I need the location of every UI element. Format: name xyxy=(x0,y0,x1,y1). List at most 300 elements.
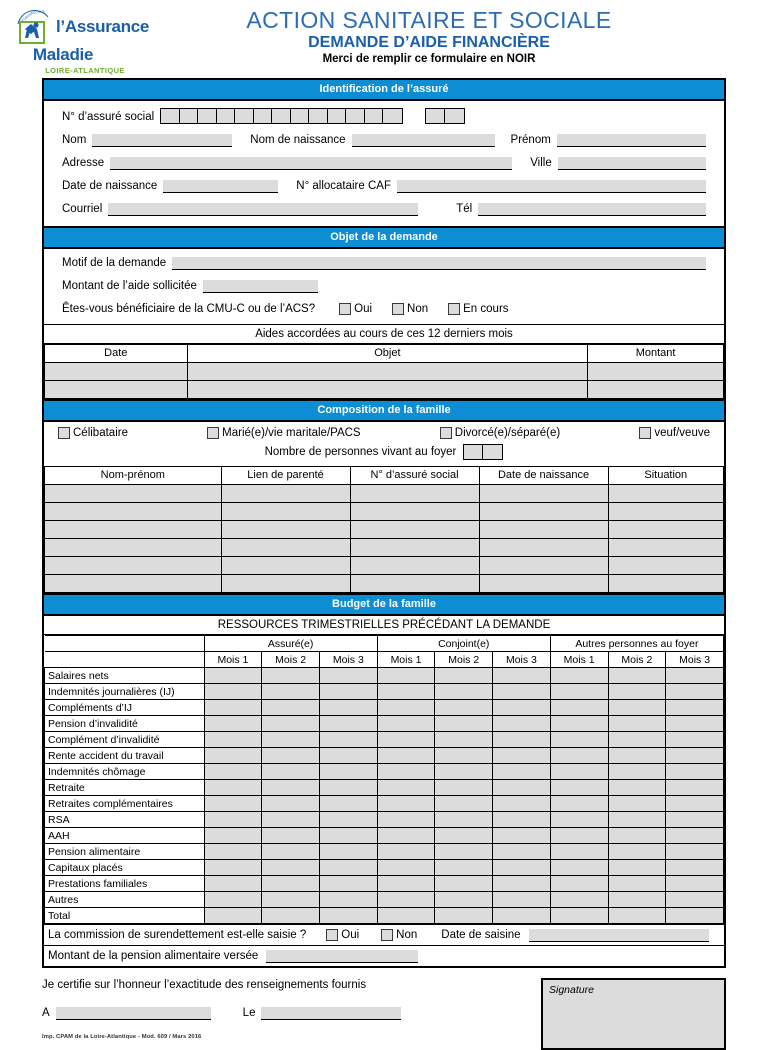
tel-label: Tél xyxy=(456,203,473,215)
famille-cell-nom[interactable] xyxy=(45,521,222,539)
budget-cell[interactable] xyxy=(319,748,377,764)
famille-cell-nom[interactable] xyxy=(45,539,222,557)
budget-cell[interactable] xyxy=(550,908,608,924)
budget-cell[interactable] xyxy=(550,748,608,764)
montant-input[interactable] xyxy=(203,280,318,293)
section-bar-objet: Objet de la demande xyxy=(44,228,724,249)
tel-input[interactable] xyxy=(478,203,706,216)
budget-cell[interactable] xyxy=(262,668,320,684)
form-container xyxy=(42,78,726,968)
aides-col-montant: Montant xyxy=(588,345,724,363)
budget-cell[interactable] xyxy=(319,684,377,700)
budget-cell[interactable] xyxy=(319,764,377,780)
section-bar-identification: Identification de l’assuré xyxy=(44,80,724,101)
allocataire-caf-input[interactable] xyxy=(397,180,706,193)
logo-emblem-icon xyxy=(14,8,54,46)
budget-cell[interactable] xyxy=(377,780,435,796)
budget-cell[interactable] xyxy=(666,780,724,796)
budget-row-label: Autres xyxy=(45,892,205,908)
budget-cell[interactable] xyxy=(262,780,320,796)
pension-versee-input[interactable] xyxy=(266,950,418,963)
foyer-count-input[interactable] xyxy=(463,444,503,460)
budget-group-conjoint: Conjoint(e) xyxy=(377,636,550,652)
budget-cell[interactable] xyxy=(666,844,724,860)
budget-row-label: Complément d’invalidité xyxy=(45,732,205,748)
checkbox-icon[interactable] xyxy=(207,427,219,439)
famille-cell-naissance[interactable] xyxy=(479,539,608,557)
budget-cell[interactable] xyxy=(262,732,320,748)
a-input[interactable] xyxy=(56,1007,211,1020)
adresse-label: Adresse xyxy=(62,157,105,169)
section-famille xyxy=(42,401,726,595)
budget-cell[interactable] xyxy=(435,732,493,748)
budget-cell[interactable] xyxy=(262,828,320,844)
aides-table xyxy=(44,344,724,399)
budget-cell[interactable] xyxy=(377,716,435,732)
budget-cell[interactable] xyxy=(377,796,435,812)
budget-cell[interactable] xyxy=(666,684,724,700)
budget-cell[interactable] xyxy=(493,780,551,796)
budget-cell[interactable] xyxy=(435,860,493,876)
famille-cell-ssn[interactable] xyxy=(350,521,479,539)
budget-cell[interactable] xyxy=(319,828,377,844)
budget-cell[interactable] xyxy=(666,860,724,876)
ssn-main-group[interactable] xyxy=(160,108,403,124)
budget-cell[interactable] xyxy=(204,684,262,700)
famille-cell-naissance[interactable] xyxy=(479,521,608,539)
table-row xyxy=(45,908,724,924)
status-veuf[interactable] xyxy=(639,427,710,439)
budget-corner xyxy=(45,636,205,652)
budget-cell[interactable] xyxy=(262,748,320,764)
budget-cell[interactable] xyxy=(608,748,666,764)
budget-month-header-row xyxy=(45,652,724,668)
famille-cell-lien[interactable] xyxy=(221,557,350,575)
budget-cell[interactable] xyxy=(550,860,608,876)
adresse-input[interactable] xyxy=(110,157,512,170)
famille-cell-situation[interactable] xyxy=(608,521,723,539)
aides-cell-montant[interactable] xyxy=(588,363,724,381)
budget-cell[interactable] xyxy=(377,892,435,908)
famille-col-situation: Situation xyxy=(608,467,723,485)
budget-cell[interactable] xyxy=(608,796,666,812)
checkbox-icon[interactable] xyxy=(339,303,351,315)
budget-cell[interactable] xyxy=(319,780,377,796)
budget-cell[interactable] xyxy=(377,860,435,876)
checkbox-icon[interactable] xyxy=(381,929,393,941)
budget-cell[interactable] xyxy=(493,908,551,924)
ssn-cell[interactable] xyxy=(291,109,310,123)
budget-month: Mois 3 xyxy=(666,652,724,668)
budget-cell[interactable] xyxy=(608,732,666,748)
budget-cell[interactable] xyxy=(319,812,377,828)
famille-cell-situation[interactable] xyxy=(608,485,723,503)
budget-corner xyxy=(45,652,205,668)
ssn-key-group[interactable] xyxy=(425,108,465,124)
budget-cell[interactable] xyxy=(262,812,320,828)
budget-month: Mois 2 xyxy=(608,652,666,668)
famille-header-row xyxy=(45,467,724,485)
famille-cell-lien[interactable] xyxy=(221,575,350,593)
famille-cell-ssn[interactable] xyxy=(350,503,479,521)
ssn-cell[interactable] xyxy=(180,109,199,123)
budget-cell[interactable] xyxy=(666,748,724,764)
aides-cell-date[interactable] xyxy=(45,381,188,399)
budget-cell[interactable] xyxy=(319,716,377,732)
budget-cell[interactable] xyxy=(204,892,262,908)
checkbox-icon[interactable] xyxy=(392,303,404,315)
cmu-row xyxy=(62,302,706,316)
budget-cell[interactable] xyxy=(204,732,262,748)
budget-cell[interactable] xyxy=(435,780,493,796)
budget-cell[interactable] xyxy=(262,684,320,700)
status-celibataire[interactable] xyxy=(58,427,128,439)
name-row xyxy=(62,133,706,147)
budget-cell[interactable] xyxy=(493,764,551,780)
budget-cell[interactable] xyxy=(550,684,608,700)
budget-cell[interactable] xyxy=(204,860,262,876)
famille-cell-naissance[interactable] xyxy=(479,575,608,593)
ssn-cell[interactable] xyxy=(328,109,347,123)
famille-cell-lien[interactable] xyxy=(221,503,350,521)
ssn-cell[interactable] xyxy=(365,109,384,123)
budget-cell[interactable] xyxy=(608,876,666,892)
budget-cell[interactable] xyxy=(204,844,262,860)
budget-cell[interactable] xyxy=(435,764,493,780)
budget-month: Mois 1 xyxy=(377,652,435,668)
budget-cell[interactable] xyxy=(319,876,377,892)
budget-cell[interactable] xyxy=(666,716,724,732)
budget-cell[interactable] xyxy=(666,828,724,844)
checkbox-icon[interactable] xyxy=(448,303,460,315)
budget-cell[interactable] xyxy=(377,748,435,764)
budget-cell[interactable] xyxy=(319,732,377,748)
budget-row-label: Pension d’invalidité xyxy=(45,716,205,732)
surendettement-row xyxy=(44,924,724,945)
date-saisine-input[interactable] xyxy=(529,929,709,942)
ssn-cell[interactable] xyxy=(161,109,180,123)
foyer-count-cell[interactable] xyxy=(464,445,483,459)
budget-cell[interactable] xyxy=(608,764,666,780)
budget-cell[interactable] xyxy=(666,732,724,748)
budget-cell[interactable] xyxy=(608,668,666,684)
budget-cell[interactable] xyxy=(435,668,493,684)
assurance-maladie-logo xyxy=(0,8,150,75)
section-budget xyxy=(42,595,726,968)
budget-cell[interactable] xyxy=(550,668,608,684)
budget-cell[interactable] xyxy=(319,860,377,876)
budget-cell[interactable] xyxy=(435,844,493,860)
checkbox-icon[interactable] xyxy=(440,427,452,439)
budget-cell[interactable] xyxy=(319,796,377,812)
budget-cell[interactable] xyxy=(608,908,666,924)
budget-cell[interactable] xyxy=(666,764,724,780)
budget-cell[interactable] xyxy=(262,796,320,812)
cmu-question-label: Êtes-vous bénéficiaire de la CMU-C ou de l’ACS? xyxy=(62,303,316,315)
budget-cell[interactable] xyxy=(608,844,666,860)
budget-cell[interactable] xyxy=(493,732,551,748)
ssn-cell[interactable] xyxy=(235,109,254,123)
aides-cell-objet[interactable] xyxy=(187,363,588,381)
budget-cell[interactable] xyxy=(666,700,724,716)
famille-cell-lien[interactable] xyxy=(221,485,350,503)
budget-cell[interactable] xyxy=(377,828,435,844)
ssn-cell[interactable] xyxy=(309,109,328,123)
aides-cell-montant[interactable] xyxy=(588,381,724,399)
budget-cell[interactable] xyxy=(377,700,435,716)
budget-cell[interactable] xyxy=(319,892,377,908)
date-naissance-label: Date de naissance xyxy=(62,180,158,192)
ville-input[interactable] xyxy=(558,157,706,170)
nom-input[interactable] xyxy=(92,134,232,147)
budget-cell[interactable] xyxy=(204,796,262,812)
budget-cell[interactable] xyxy=(435,684,493,700)
budget-group-header-row xyxy=(45,636,724,652)
motif-input[interactable] xyxy=(172,257,706,270)
budget-cell[interactable] xyxy=(493,828,551,844)
budget-cell[interactable] xyxy=(493,860,551,876)
budget-cell[interactable] xyxy=(493,716,551,732)
budget-cell[interactable] xyxy=(608,780,666,796)
budget-cell[interactable] xyxy=(262,892,320,908)
budget-cell[interactable] xyxy=(377,732,435,748)
budget-cell[interactable] xyxy=(493,748,551,764)
budget-cell[interactable] xyxy=(377,876,435,892)
budget-cell[interactable] xyxy=(550,892,608,908)
famille-cell-lien[interactable] xyxy=(221,521,350,539)
signature-label: Signature xyxy=(549,984,594,996)
status-divorce[interactable] xyxy=(440,427,560,439)
foyer-count-row xyxy=(44,439,724,466)
famille-cell-nom[interactable] xyxy=(45,485,222,503)
budget-cell[interactable] xyxy=(608,892,666,908)
famille-cell-ssn[interactable] xyxy=(350,539,479,557)
budget-cell[interactable] xyxy=(608,860,666,876)
date-naissance-input[interactable] xyxy=(163,180,278,193)
status-marie[interactable] xyxy=(207,427,360,439)
budget-cell[interactable] xyxy=(377,844,435,860)
budget-cell[interactable] xyxy=(608,684,666,700)
budget-row-label: Pension alimentaire xyxy=(45,844,205,860)
famille-cell-nom[interactable] xyxy=(45,575,222,593)
aides-cell-date[interactable] xyxy=(45,363,188,381)
budget-cell[interactable] xyxy=(204,668,262,684)
budget-cell[interactable] xyxy=(666,908,724,924)
cmu-option-non-label: Non xyxy=(407,303,429,315)
budget-cell[interactable] xyxy=(262,860,320,876)
cmu-option-encours[interactable] xyxy=(448,302,508,316)
ssn-cell[interactable] xyxy=(383,109,402,123)
allocataire-caf-label: N° allocataire CAF xyxy=(296,180,391,192)
ssn-key-cell[interactable] xyxy=(426,109,445,123)
table-row xyxy=(45,539,724,557)
famille-cell-situation[interactable] xyxy=(608,575,723,593)
budget-cell[interactable] xyxy=(435,716,493,732)
budget-cell[interactable] xyxy=(435,700,493,716)
budget-cell[interactable] xyxy=(550,780,608,796)
budget-row-label: Rente accident du travail xyxy=(45,748,205,764)
surendettement-non-label: Non xyxy=(396,929,418,941)
budget-cell[interactable] xyxy=(262,844,320,860)
budget-cell[interactable] xyxy=(666,796,724,812)
status-celibataire-label: Célibataire xyxy=(73,427,128,439)
courriel-label: Courriel xyxy=(62,203,103,215)
budget-cell[interactable] xyxy=(666,892,724,908)
checkbox-icon[interactable] xyxy=(639,427,651,439)
budget-cell[interactable] xyxy=(435,796,493,812)
budget-cell[interactable] xyxy=(377,908,435,924)
budget-row-label: RSA xyxy=(45,812,205,828)
budget-cell[interactable] xyxy=(262,876,320,892)
budget-cell[interactable] xyxy=(262,716,320,732)
budget-cell[interactable] xyxy=(204,908,262,924)
checkbox-icon[interactable] xyxy=(58,427,70,439)
famille-cell-situation[interactable] xyxy=(608,557,723,575)
budget-cell[interactable] xyxy=(319,700,377,716)
budget-cell[interactable] xyxy=(550,876,608,892)
budget-cell[interactable] xyxy=(204,876,262,892)
budget-cell[interactable] xyxy=(608,716,666,732)
aides-cell-objet[interactable] xyxy=(187,381,588,399)
budget-cell[interactable] xyxy=(550,732,608,748)
table-row xyxy=(45,700,724,716)
address-row xyxy=(62,156,706,170)
budget-cell[interactable] xyxy=(666,668,724,684)
famille-cell-naissance[interactable] xyxy=(479,485,608,503)
cmu-option-oui[interactable] xyxy=(339,302,372,316)
budget-cell[interactable] xyxy=(204,716,262,732)
budget-cell[interactable] xyxy=(608,700,666,716)
budget-cell[interactable] xyxy=(666,812,724,828)
ssn-key-cell[interactable] xyxy=(445,109,464,123)
budget-cell[interactable] xyxy=(493,892,551,908)
budget-cell[interactable] xyxy=(435,908,493,924)
budget-cell[interactable] xyxy=(493,668,551,684)
budget-cell[interactable] xyxy=(377,812,435,828)
motif-row xyxy=(62,256,706,270)
status-marie-label: Marié(e)/vie maritale/PACS xyxy=(222,427,361,439)
surendettement-non[interactable] xyxy=(381,928,417,942)
budget-cell[interactable] xyxy=(550,764,608,780)
place-date-row xyxy=(42,1006,541,1020)
budget-cell[interactable] xyxy=(435,812,493,828)
budget-cell[interactable] xyxy=(319,668,377,684)
famille-cell-ssn[interactable] xyxy=(350,557,479,575)
budget-cell[interactable] xyxy=(608,812,666,828)
courriel-input[interactable] xyxy=(108,203,418,216)
budget-cell[interactable] xyxy=(493,796,551,812)
table-row xyxy=(45,812,724,828)
ssn-cell[interactable] xyxy=(198,109,217,123)
budget-cell[interactable] xyxy=(493,812,551,828)
budget-cell[interactable] xyxy=(435,748,493,764)
budget-cell[interactable] xyxy=(262,908,320,924)
budget-cell[interactable] xyxy=(204,748,262,764)
montant-row xyxy=(62,279,706,293)
foyer-label: Nombre de personnes vivant au foyer xyxy=(264,446,457,458)
budget-cell[interactable] xyxy=(493,844,551,860)
budget-cell[interactable] xyxy=(435,828,493,844)
checkbox-icon[interactable] xyxy=(326,929,338,941)
budget-cell[interactable] xyxy=(666,876,724,892)
budget-cell[interactable] xyxy=(204,764,262,780)
budget-cell[interactable] xyxy=(493,700,551,716)
birth-caf-row xyxy=(62,179,706,193)
ssn-input[interactable] xyxy=(160,108,465,124)
table-row xyxy=(45,748,724,764)
budget-cell[interactable] xyxy=(435,892,493,908)
ssn-cell[interactable] xyxy=(272,109,291,123)
famille-cell-nom[interactable] xyxy=(45,557,222,575)
foyer-count-cell[interactable] xyxy=(483,445,502,459)
budget-cell[interactable] xyxy=(204,828,262,844)
famille-cell-ssn[interactable] xyxy=(350,485,479,503)
famille-cell-naissance[interactable] xyxy=(479,503,608,521)
famille-cell-lien[interactable] xyxy=(221,539,350,557)
budget-cell[interactable] xyxy=(550,812,608,828)
famille-cell-situation[interactable] xyxy=(608,539,723,557)
ssn-cell[interactable] xyxy=(217,109,236,123)
nom-naissance-input[interactable] xyxy=(352,134,495,147)
table-row xyxy=(45,780,724,796)
budget-cell[interactable] xyxy=(550,844,608,860)
table-row xyxy=(45,860,724,876)
budget-cell[interactable] xyxy=(262,764,320,780)
table-row xyxy=(45,876,724,892)
le-input[interactable] xyxy=(261,1007,401,1020)
page-title: ACTION SANITAIRE ET SOCIALE xyxy=(246,7,612,33)
surendettement-oui[interactable] xyxy=(326,928,359,942)
budget-cell[interactable] xyxy=(493,684,551,700)
ssn-cell[interactable] xyxy=(254,109,273,123)
contact-row xyxy=(62,202,706,216)
budget-cell[interactable] xyxy=(435,876,493,892)
famille-cell-situation[interactable] xyxy=(608,503,723,521)
budget-cell[interactable] xyxy=(319,908,377,924)
budget-cell[interactable] xyxy=(377,764,435,780)
table-row xyxy=(45,521,724,539)
table-row xyxy=(45,575,724,593)
status-veuf-label: veuf/veuve xyxy=(654,427,710,439)
budget-month: Mois 2 xyxy=(262,652,320,668)
famille-cell-naissance[interactable] xyxy=(479,557,608,575)
ssn-cell[interactable] xyxy=(346,109,365,123)
budget-cell[interactable] xyxy=(608,828,666,844)
cmu-option-non[interactable] xyxy=(392,302,428,316)
cmu-option-oui-label: Oui xyxy=(354,303,373,315)
budget-cell[interactable] xyxy=(550,700,608,716)
budget-cell[interactable] xyxy=(204,700,262,716)
budget-cell[interactable] xyxy=(550,796,608,812)
budget-cell[interactable] xyxy=(204,812,262,828)
famille-cell-ssn[interactable] xyxy=(350,575,479,593)
prenom-input[interactable] xyxy=(557,134,706,147)
budget-cell[interactable] xyxy=(377,668,435,684)
famille-cell-nom[interactable] xyxy=(45,503,222,521)
signature-box[interactable] xyxy=(541,978,726,1050)
budget-cell[interactable] xyxy=(262,700,320,716)
ssn-row xyxy=(62,108,706,124)
budget-cell[interactable] xyxy=(550,828,608,844)
budget-cell[interactable] xyxy=(319,844,377,860)
budget-cell[interactable] xyxy=(204,780,262,796)
le-label: Le xyxy=(242,1007,256,1019)
budget-month: Mois 1 xyxy=(204,652,262,668)
budget-cell[interactable] xyxy=(550,716,608,732)
budget-cell[interactable] xyxy=(493,876,551,892)
section-identification xyxy=(42,78,726,228)
budget-cell[interactable] xyxy=(377,684,435,700)
